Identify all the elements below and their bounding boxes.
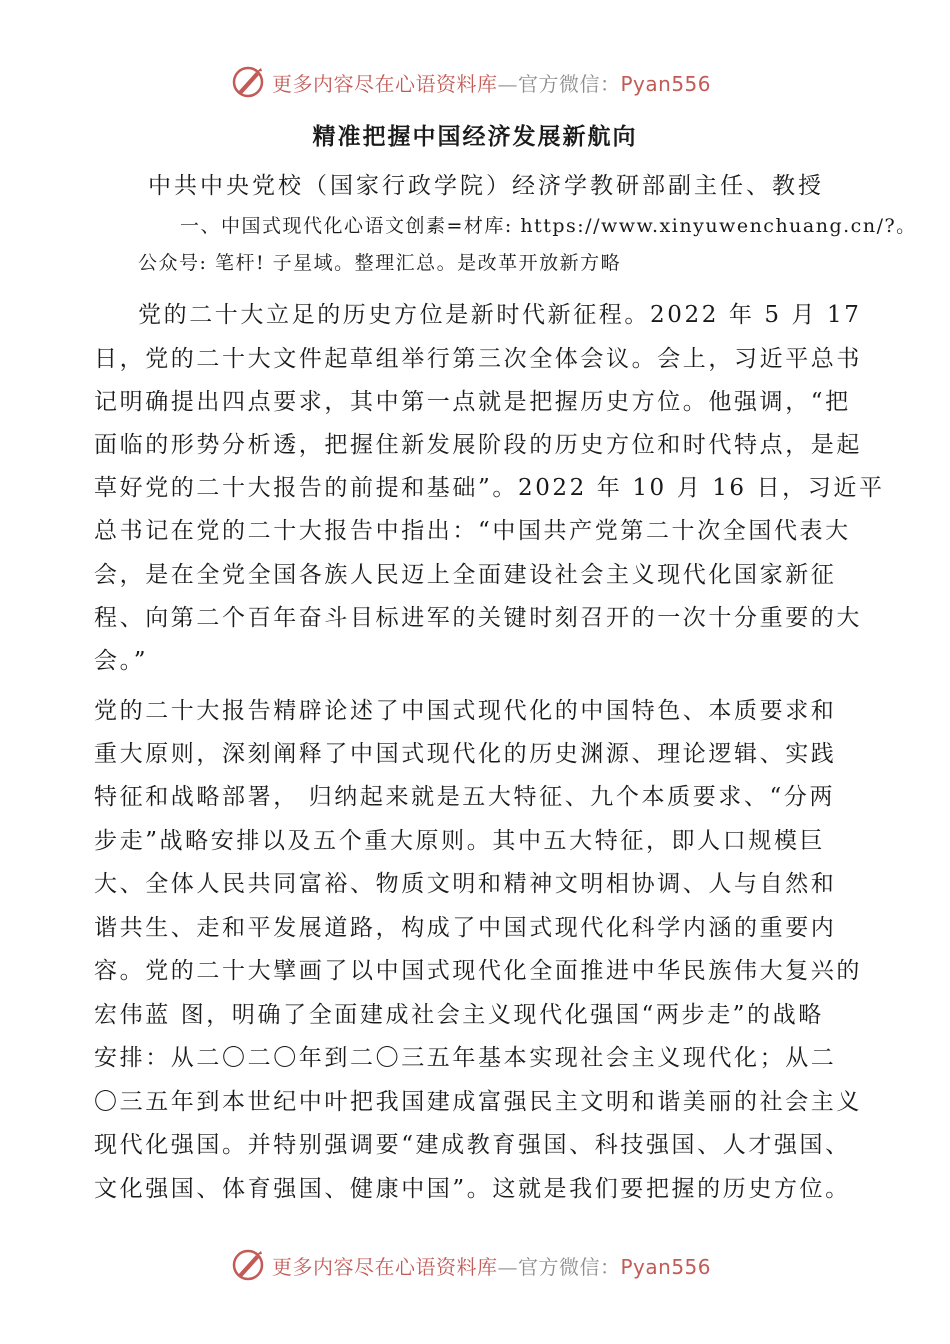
- paragraph-line: 步走”战略安排以及五个重大原则。其中五大特征，即人口规模巨: [94, 828, 826, 854]
- paragraph-line: 安排：从二〇二〇年到二〇三五年基本实现社会主义现代化；从二: [94, 1045, 837, 1071]
- paragraph-line: 草好党的二十大报告的前提和基础”。2022 年 10 月 16 日，习近平: [94, 475, 885, 501]
- paragraph-line: 党的二十大报告精辟论述了中国式现代化的中国特色、本质要求和: [94, 698, 837, 724]
- quill-seal-icon: [230, 1247, 266, 1283]
- paragraph-line: 宏伟蓝 图，明确了全面建成社会主义现代化强国“两步走”的战略: [94, 1002, 824, 1028]
- footer-banner: [0, 1245, 950, 1285]
- paragraph-line: 特征和战略部署， 归纳起来就是五大特征、九个本质要求、“分两: [94, 784, 836, 810]
- intro-line: 一、中国式现代化心语文创素=材库: https://www.xinyuwenchuang.cn/?。: [180, 215, 917, 237]
- paragraph-line: 〇三五年到本世纪中叶把我国建成富强民主文明和谐美丽的社会主义: [94, 1089, 862, 1115]
- paragraph-line: 容。党的二十大擘画了以中国式现代化全面推进中华民族伟大复兴的: [94, 958, 862, 984]
- paragraph-line: 党的二十大立足的历史方位是新时代新征程。2022 年 5 月 17: [138, 302, 862, 328]
- paragraph-line: 会。”: [94, 648, 149, 674]
- quill-seal-icon: [230, 64, 266, 100]
- header-banner: [0, 62, 950, 102]
- paragraph-line: 现代化强国。并特别强调要“建成教育强国、科技强国、人才强国、: [94, 1132, 851, 1158]
- paragraph-line: 大、全体人民共同富裕、物质文明和精神文明相协调、人与自然和: [94, 871, 837, 897]
- paragraph-line: 面临的形势分析透，把握住新发展阶段的历史方位和时代特点，是起: [94, 432, 862, 458]
- paragraph-line: 总书记在党的二十大报告中指出：“中国共产党第二十次全国代表大: [94, 518, 851, 544]
- banner-text: 更多内容尽在心语资料库—官方微信：Pyan556: [272, 72, 712, 96]
- author-line: 中共中央党校（国家行政学院）经济学教研部副主任、教授: [148, 173, 824, 199]
- intro-line: 公众号: 笔杆! 子星域。整理汇总。是改革开放新方略: [138, 252, 622, 274]
- paragraph-line: 程、向第二个百年奋斗目标进军的关键时刻召开的一次十分重要的大: [94, 605, 862, 631]
- paragraph-line: 日，党的二十大文件起草组举行第三次全体会议。会上，习近平总书: [94, 346, 862, 372]
- paragraph-line: 文化强国、体育强国、健康中国”。这就是我们要把握的历史方位。: [94, 1176, 851, 1202]
- banner-text: 更多内容尽在心语资料库—官方微信：Pyan556: [272, 1255, 712, 1279]
- paragraph-line: 会，是在全党全国各族人民迈上全面建设社会主义现代化国家新征: [94, 562, 837, 588]
- paragraph-line: 记明确提出四点要求，其中第一点就是把握历史方位。他强调，“把: [94, 389, 851, 415]
- paragraph-line: 重大原则，深刻阐释了中国式现代化的历史渊源、理论逻辑、实践: [94, 741, 837, 767]
- paragraph-line: 谐共生、走和平发展道路，构成了中国式现代化科学内涵的重要内: [94, 915, 837, 941]
- page-title: 精准把握中国经济发展新航向: [312, 124, 638, 150]
